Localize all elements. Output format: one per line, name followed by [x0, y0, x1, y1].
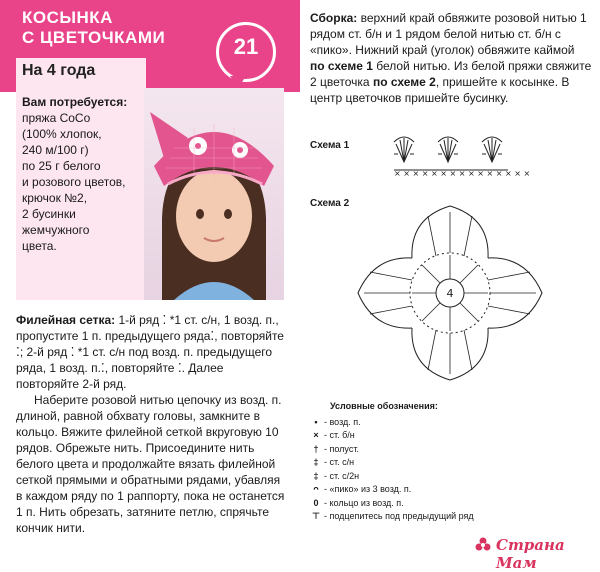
assembly-text-1: верхний край обвяжите розовой нитью 1 рядом ст. б/н и 1 рядом белой нитью ст. б/н с «пико». Нижний край (уголок) обвяжите каймой — [310, 11, 587, 57]
materials-heading: Вам потребуется: — [22, 95, 128, 109]
materials-line: жемчужного — [22, 223, 90, 237]
left-column — [0, 0, 300, 560]
scheme1-label: Схема 1 — [310, 140, 350, 151]
legend-text: - ст. б/н — [324, 430, 355, 440]
legend-row — [310, 456, 510, 470]
legend — [310, 400, 510, 524]
scheme2-reference: по схеме 2 — [372, 75, 436, 89]
legend-symbol: 0 — [313, 497, 319, 508]
legend-symbol: † — [313, 443, 319, 454]
assembly-paragraph — [310, 10, 592, 106]
model-photo — [144, 88, 284, 300]
scheme2-flower-diagram — [340, 198, 560, 398]
scheme2-center-number: 4 — [446, 287, 454, 300]
assembly-text-3: , пришейте к косынке. В центр цветочков пришейте бусинку. — [310, 75, 570, 105]
legend-row — [310, 416, 510, 430]
legend-text: - кольцо из возд. п. — [324, 497, 404, 508]
legend-row — [310, 510, 510, 524]
legend-row — [310, 483, 510, 497]
materials-line: крючок №2, — [22, 191, 88, 205]
legend-row — [310, 470, 510, 484]
right-column — [300, 0, 600, 560]
legend-symbol: × — [313, 430, 319, 440]
scheme2-label: Схема 2 — [310, 198, 350, 209]
materials-line: 2 бусинки — [22, 207, 76, 221]
assembly-text-2: белой нитью. Из белой пряжи свяжите 2 цветочка — [310, 59, 592, 89]
watermark-flower-icon — [474, 536, 492, 554]
svg-text:× × × × × × × × × × × × × × ×: × × × × × × × × × × × × × × × — [394, 169, 531, 178]
instructions-paragraph: Наберите розовой нитью цепочку из возд. п. длиной, равной обхвату головы, замкните в кольцо. Вяжите филейной сеткой вкруговую 10 рядов. Обрежьте нить. Присоедините нить белого цвета и продолжайте вязать филейной сеткой прямыми и обратными рядами, убавляя в каждом ряду по 1 раппорту, пока не останется 1 п. Нить обрезать, затяните петлю, спрячьте кончик нити. — [16, 393, 285, 535]
legend-symbol: • — [314, 416, 318, 427]
legend-row — [310, 443, 510, 457]
net-label: Филейная сетка: — [16, 313, 116, 327]
materials-line: цвета. — [22, 239, 57, 253]
legend-symbol: ‡ — [313, 470, 319, 481]
page-title — [22, 8, 165, 48]
legend-symbol: ᴖ — [313, 484, 319, 494]
legend-row — [310, 429, 510, 443]
legend-text: - ст. с/н — [324, 457, 355, 467]
title-line-1: КОСЫНКА — [22, 8, 113, 27]
assembly-label: Сборка: — [310, 11, 358, 25]
materials-list — [22, 94, 142, 254]
materials-line: и розового цветов, — [22, 175, 126, 189]
legend-symbol: ⊤ — [311, 511, 321, 521]
legend-symbol: ‡ — [313, 457, 319, 467]
materials-line: (100% хлопок, — [22, 127, 102, 141]
legend-text: - возд. п. — [324, 416, 361, 427]
site-watermark[interactable]: Страна Мам — [496, 536, 565, 572]
legend-text: - подцепитесь под предыдущий ряд — [324, 511, 474, 521]
net-text: 1-й ряд ⁚ *1 ст. с/н, 1 возд. п., пропустите 1 п. предыдущего ряда⁚, повторяйте ⁚; 2-й ряд ⁚ *1 ст. с/н под возд. п. предыдущего ряда, 1 возд. п.⁚, повторяйте ⁚. Далее повторяйте 2-й ряд. — [16, 313, 284, 391]
scheme1-reference: по схеме 1 — [310, 59, 373, 73]
legend-title: Условные обозначения: — [330, 401, 438, 411]
child-in-kerchief-illustration — [144, 88, 284, 300]
title-line-2: С ЦВЕТОЧКАМИ — [22, 28, 166, 47]
legend-text: - ст. с/2н — [324, 470, 360, 481]
net-description — [16, 312, 288, 392]
legend-text: - полуст. — [324, 443, 359, 454]
scheme1-diagram — [386, 134, 531, 180]
materials-line: по 25 г белого — [22, 159, 101, 173]
materials-line: пряжа CoCo — [22, 111, 91, 125]
pattern-number: 21 — [233, 34, 259, 59]
materials-line: 240 м/100 г) — [22, 143, 89, 157]
age-label: На 4 года — [22, 62, 96, 79]
legend-text: - «пико» из 3 возд. п. — [324, 484, 412, 494]
legend-row — [310, 497, 510, 511]
badge-tail — [230, 76, 246, 88]
